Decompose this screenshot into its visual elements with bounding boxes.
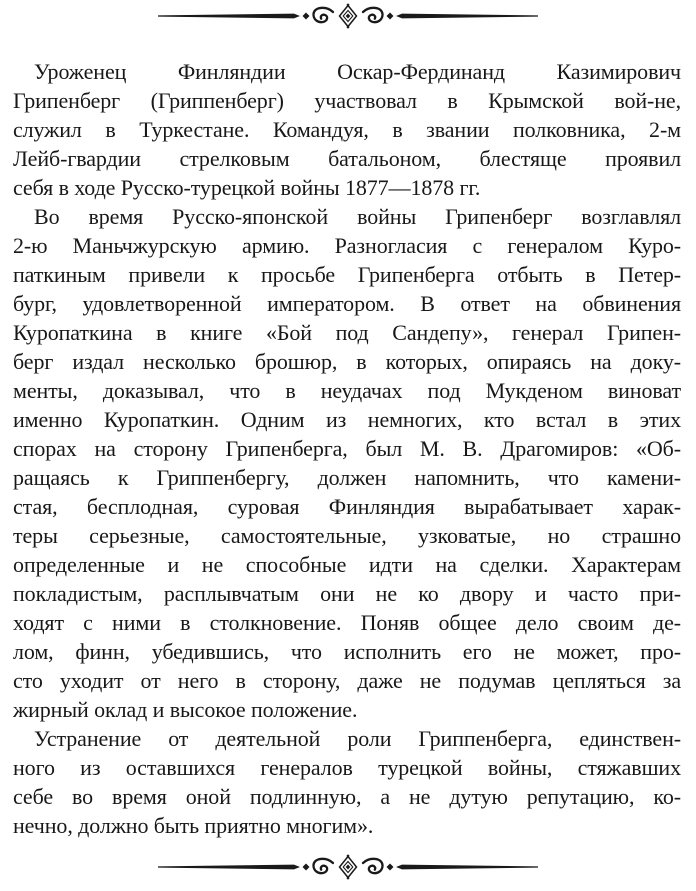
top-divider <box>0 3 696 29</box>
text-line: Грипенберг (Гриппенберг) участвовал в Крымской вой-не, <box>13 88 681 113</box>
text-line: покладистым, расплывчатым они не ко двору и часто при- <box>13 581 681 606</box>
text-line: ращаясь к Гриппенбергу, должен напомнить, что камени- <box>13 465 681 490</box>
text-line: себя в ходе Русско-турецкой войны 1877—1878 гг. <box>13 175 481 200</box>
text-line: лом, финн, убедившись, что исполнить его не может, про- <box>13 639 681 664</box>
text-line: теры серьезные, самостоятельные, узковатые, но страшно <box>13 523 681 548</box>
rosette-icon <box>340 854 357 880</box>
text-line: спорах на сторону Грипенберга, был М. В. Драгомиров: «Об- <box>13 436 681 461</box>
body-text <box>13 57 681 840</box>
text-line: 2-ю Маньчжурскую армию. Разногласия с генералом Куро- <box>13 233 681 258</box>
text-line: нечно, должно быть приятно многим». <box>13 813 374 838</box>
divider-rule <box>158 14 300 19</box>
text-line: Уроженец Финляндии Оскар-Фердинанд Казимирович <box>34 59 681 84</box>
text-line: сто уходит от него в сторону, даже не подумав цепляться за <box>13 668 681 693</box>
text-line: бург, удовлетворенной императором. В ответ на обвинения <box>13 291 681 316</box>
scroll-icon <box>313 859 333 873</box>
rosette-icon <box>340 3 357 29</box>
text-line: Устранение от деятельной роли Гриппенберга, единствен- <box>34 726 681 751</box>
diamond-icon <box>303 13 310 20</box>
diamond-icon <box>303 864 310 871</box>
fleuron-divider-icon <box>148 3 548 29</box>
text-line: определенные и не способные идти на сделки. Характерам <box>13 552 681 577</box>
text-line: ного из оставшихся генералов турецкой войны, стяжавших <box>13 755 681 780</box>
text-line: Куропаткина в книге «Бой под Сандепу», генерал Грипен- <box>13 320 681 345</box>
text-line: именно Куропаткин. Одним из немногих, кто встал в этих <box>13 407 681 432</box>
divider-rule <box>158 865 300 870</box>
fleuron-divider-icon <box>148 854 548 880</box>
text-line: паткиным привели к просьбе Грипенберга отбыть в Петер- <box>13 262 681 287</box>
text-line: стая, бесплодная, суровая Финляндия вырабатывает харак- <box>13 494 681 519</box>
text-line: Во время Русско-японской войны Грипенберг возглавлял <box>34 204 681 229</box>
text-line: себе во время оной подлинную, а не дутую репутацию, ко- <box>13 784 681 809</box>
text-line: менты, доказывал, что в неудачах под Мукденом виноват <box>13 378 681 403</box>
text-line: берг издал несколько брошюр, в которых, опираясь на доку- <box>13 349 681 374</box>
text-line: служил в Туркестане. Командуя, в звании полковника, 2-м <box>13 117 681 142</box>
scroll-icon <box>313 8 333 22</box>
text-line: Лейб-гвардии стрелковым батальоном, блестяще проявил <box>13 146 681 171</box>
text-line: ходят с ними в столкновение. Поняв общее дело своим де- <box>13 610 681 635</box>
bottom-divider <box>0 854 696 880</box>
text-line: жирный оклад и высокое положение. <box>13 697 358 722</box>
